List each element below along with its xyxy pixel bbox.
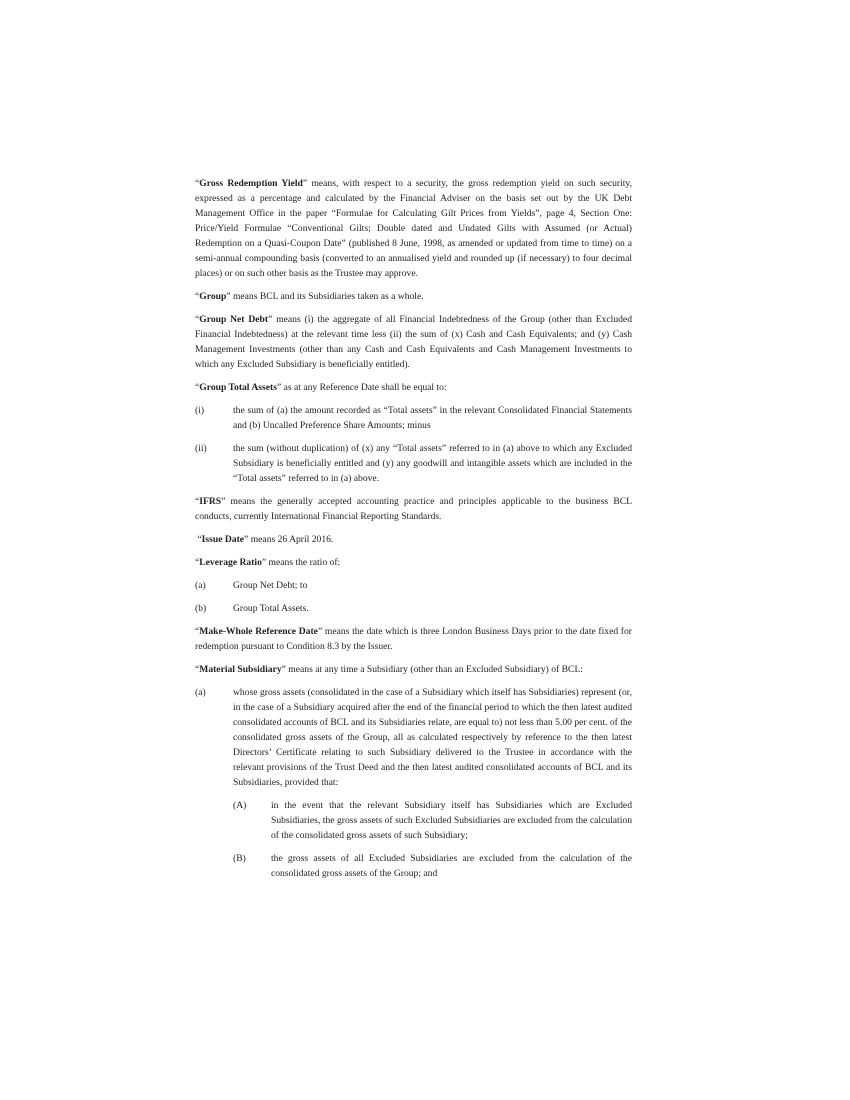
definition-text: means, with respect to a security, the gross redemption yield on such security, expressed as a percentage and calculated by the Financial Adviser on the basis set out by the UK Debt Management Office in the paper “Formulae for Calculating Gilt Prices from Yields”, page 4, Section One: Price/Yield Formulae “Conventional Gilts; Double dated and Undated Gilts with Assumed (or Actual) Redemption on a Quasi-Coupon Date” (published 8 June, 1998, as amended or updated from time to time) on a semi-annual compounding basis (converted to an annualised yield and rounded up (if necessary) to four decimal places) or on such other basis as the Trustee may approve. xyxy=(195,178,632,279)
definition-text: means the ratio of: xyxy=(266,557,341,568)
item-number: (a) xyxy=(195,687,206,698)
defined-term: Issue Date xyxy=(201,534,245,545)
definition-ifrs: “IFRS” means the generally accepted accounting practice and principles applicable to the business BCL conducts, currently International Financial Reporting Standards. xyxy=(195,496,632,522)
definition-group: “Group” means BCL and its Subsidiaries taken as a whole. xyxy=(195,291,424,302)
list-item xyxy=(195,601,632,616)
item-number: (ii) xyxy=(195,443,207,454)
definition-gross-redemption-yield: “Gross Redemption Yield” means, with respect to a security, the gross redemption yield on such security, expressed as a percentage and calculated by the Financial Adviser on the basis set out by the UK Debt Management Office in the paper “Formulae for Calculating Gilt Prices from Yields”, page 4, Section One: Price/Yield Formulae “Conventional Gilts; Double dated and Undated Gilts with Assumed (or Actual) Redemption on a Quasi-Coupon Date” (published 8 June, 1998, as amended or updated from time to time) on a semi-annual compounding basis (converted to an annualised yield and rounded up (if necessary) to four decimal places) or on such other basis as the Trustee may approve. xyxy=(195,178,632,279)
item-text: the sum of (a) the amount recorded as “Total assets” in the relevant Consolidated Financial Statements and (b) Uncalled Preference Share Amounts; minus xyxy=(233,405,632,431)
list-item xyxy=(195,441,632,486)
definition-material-subsidiary: “Material Subsidiary” means at any time a Subsidiary (other than an Excluded Subsidiary) of BCL: xyxy=(195,664,583,675)
item-text: whose gross assets (consolidated in the case of a Subsidiary which itself has Subsidiaries) represent (or, in the case of a Subsidiary acquired after the end of the financial period to which the then latest audited consolidated accounts of BCL and its Subsidiaries relate, are equal to) not less than 5.00 per cent. of the consolidated gross assets of the Group, all as calculated respectively by reference to the then latest Directors’ Certificate relating to such Subsidiary delivered to the Trustee in accordance with the relevant provisions of the Trust Deed and the then latest audited consolidated accounts of BCL and its Subsidiaries, provided that: xyxy=(233,687,632,788)
defined-term: Leverage Ratio xyxy=(199,557,262,568)
definition-text: means (i) the aggregate of all Financial Indebtedness of the Group (other than Excluded Financial Indebtedness) at the relevant time less (ii) the sum of (x) Cash and Cash Equivalents; and (y) Cash Management Investments (other than any Cash and Cash Equivalents and Cash Management Investments to which any Excluded Subsidiary is beneficially entitled). xyxy=(195,314,632,370)
defined-term: Material Subsidiary xyxy=(199,664,282,675)
item-text: the sum (without duplication) of (x) any “Total assets” referred to in (a) above to which any Excluded Subsidiary is beneficially entitled and (y) any goodwill and intangible assets which are included in the “Total assets” referred to in (a) above. xyxy=(233,443,632,484)
definition-text: means the generally accepted accounting practice and principles applicable to the business BCL conducts, currently International Financial Reporting Standards. xyxy=(195,496,632,522)
item-number: (A) xyxy=(233,800,247,811)
item-text: the gross assets of all Excluded Subsidiaries are excluded from the calculation of the consolidated gross assets of the Group; and xyxy=(271,853,632,879)
item-number: (i) xyxy=(195,405,205,416)
list-item xyxy=(195,685,632,790)
item-text: Group Total Assets. xyxy=(233,603,309,614)
definition-text: means 26 April 2016. xyxy=(248,534,334,545)
item-number: (B) xyxy=(233,853,246,864)
item-text: Group Net Debt; to xyxy=(233,580,308,591)
document-body xyxy=(195,176,632,889)
defined-term: Group Total Assets xyxy=(199,382,277,393)
definition-issue-date: “Issue Date” means 26 April 2016. xyxy=(195,534,334,545)
definition-text: as at any Reference Date shall be equal to: xyxy=(281,382,447,393)
defined-term: IFRS xyxy=(199,496,222,507)
definition-text: means the date which is three London Business Days prior to the date fixed for redemption pursuant to Condition 8.3 by the Issuer. xyxy=(195,626,632,652)
item-number: (a) xyxy=(195,580,206,591)
defined-term: Group xyxy=(199,291,227,302)
item-text: in the event that the relevant Subsidiary itself has Subsidiaries which are Excluded Subsidiaries, the gross assets of such Excluded Subsidiaries are excluded from the calculation of the consolidated gross assets of such Subsidiary; xyxy=(271,800,632,841)
defined-term: Gross Redemption Yield xyxy=(199,178,303,189)
list-item xyxy=(195,403,632,433)
definition-leverage-ratio: “Leverage Ratio” means the ratio of: xyxy=(195,557,341,568)
definition-text: means BCL and its Subsidiaries taken as a whole. xyxy=(230,291,424,302)
definition-make-whole-reference-date: “Make-Whole Reference Date” means the date which is three London Business Days prior to the date fixed for redemption pursuant to Condition 8.3 by the Issuer. xyxy=(195,626,632,652)
definition-group-net-debt: “Group Net Debt” means (i) the aggregate of all Financial Indebtedness of the Group (other than Excluded Financial Indebtedness) at the relevant time less (ii) the sum of (x) Cash and Cash Equivalents; and (y) Cash Management Investments (other than any Cash and Cash Equivalents and Cash Management Investments to which any Excluded Subsidiary is beneficially entitled). xyxy=(195,314,632,370)
definition-group-total-assets: “Group Total Assets” as at any Reference Date shall be equal to: xyxy=(195,382,447,393)
definition-text: means at any time a Subsidiary (other than an Excluded Subsidiary) of BCL: xyxy=(285,664,583,675)
item-number: (b) xyxy=(195,603,207,614)
list-item xyxy=(195,578,632,593)
defined-term: Group Net Debt xyxy=(199,314,269,325)
sub-list-item xyxy=(233,798,632,843)
sub-list-item xyxy=(233,851,632,881)
defined-term: Make-Whole Reference Date xyxy=(199,626,318,637)
